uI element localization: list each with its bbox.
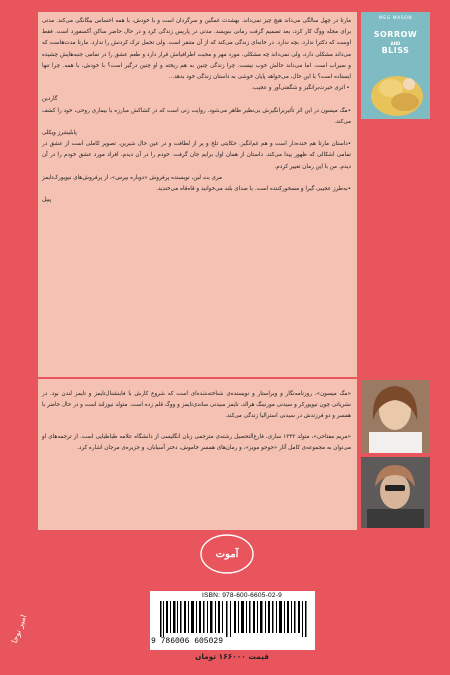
cover-illustration xyxy=(367,58,425,118)
bio-text-panel xyxy=(38,379,357,530)
bullet-icon: • xyxy=(346,85,350,92)
review-source-2: پابلیشرز ویکلی xyxy=(42,130,77,137)
review-source-4: پیپل xyxy=(42,197,52,204)
cover-title-line-3: BLISS xyxy=(381,46,410,55)
cover-title-line-2: AND xyxy=(390,41,401,46)
price-label: قیمت ۱۶۶۰۰۰ تومان xyxy=(195,652,269,661)
cover-title-line-1: SORROW xyxy=(373,30,418,39)
author-bio: «مگ میسون»، روزنامه‌نگار و ویراستار و نویسنده‌ی شناخته‌شده‌ای است که شروع کارش با فاینشنال‌تایمز و تایمز لندن بود. در نشریاتی چون نیویورکر و سیدنی مورنینگ هرالد، تایمز سیدنی ساندی‌تایمز و ووگ قلم زده است. متولد نیوزلند است و در حال حاضر با همسر و دو فرزندش در سیدنی استرالیا زندگی می‌کند. xyxy=(42,390,351,419)
book-blurb: مارتا در چهل سالگی می‌داند هیچ چیز نمی‌داند. بهشدت غمگین و سرگردان است و با خودش، با همه احساس بیگانگی می‌کند. مدتی برای مجله ووگ کار کرد، بعد تصمیم گرفت رمانی بنویسد. مدتی در پاریس زندگی کرد و در حال حاضر ساکن آکسفورد است. فقط اوست که دکترا ندارد. بچه ندارد. در خانه‌ای زندگی می‌کند که از آن متنفر است. ولی تحمل ترک کردنش را ندارد. مارتا مدت‌هاست که می‌داند مشکلی دارد، ولی نمی‌داند چه مشکلی. مورد مهر و محبت اطرافیانش قرار دارد و طعم عشق را در تمامی جنبه‌هایش چشیده و سیراب است. اما می‌داند حالش خوب نیست. چرا زندگی چنین به هم ریخته و او چنین درگیر است؟ با خودش، با همه. چرا تنها ایستاده است؟ با این حال، می‌خواهد پایان خوشی به داستان زندگی خود بدهد... xyxy=(42,18,351,81)
translator-photo xyxy=(361,457,430,528)
author-photo xyxy=(361,380,430,453)
cover-author: MEG MASON xyxy=(378,16,413,21)
review-source-1: گاردین xyxy=(42,96,58,103)
review-quote-1: •اثری حیرت‌برانگیز و شگفتی‌آور و عجیب. xyxy=(42,83,351,94)
review-quote-2: •مگ میسون در این اثر تأثیربرانگیزش بی‌نظیر ظاهر می‌شود. روایت زنی است که در کشاکش مبارزه با بیماری روحی، خود را کشف می‌کند. xyxy=(42,107,351,125)
review-quote-4: •به‌طرز عجیبی گیرا و مسحورکننده است. با صدای بلند می‌خوانید و قاه‌قاه می‌خندید. xyxy=(156,186,351,193)
review-quote-3: •داستان مارتا هم خنده‌دار است و هم غم‌انگیز. حکایتی تلخ و پر از لطافت و در عین حال شیرین. تصویر کاملی است از عشق در تمامی اشکالی که ظهور پیدا می‌کند. داستان از همان اول برایم جان گرفت. خودم را در آن دیدم، افراد مورد عشق خودم را در آن دیدم. من با این رمان تغییر کردم. xyxy=(42,141,351,170)
back-cover-text-panel xyxy=(38,12,357,377)
barcode-digits: 9 786006 605029 xyxy=(151,637,224,646)
bullet-icon: • xyxy=(347,186,351,193)
bullet-icon: • xyxy=(347,107,351,114)
review-source-3: مری بث لین، نویسنده پرفروش «دوباره بپرس»، از پرفروش‌های نیویورک‌تایمز xyxy=(42,174,222,181)
barcode-bars xyxy=(158,601,310,637)
spine-signature: امیر نوحا xyxy=(9,613,29,645)
front-cover-thumbnail xyxy=(361,12,430,119)
publisher-logo: آموت xyxy=(200,533,254,575)
isbn-text: ISBN: 978-600-6605-02-9 xyxy=(201,592,283,599)
bullet-icon: • xyxy=(347,141,351,148)
translator-bio: «مریم مفتاحی»، متولد ۱۳۴۳ ساری، فارغ‌التحصیل رشته‌ی مترجمی زبان انگلیسی از دانشگاه علامه طباطبایی است. از ترجمه‌های او می‌توان به مجموعه‌ی کامل آثار «جوجو مویز»، و رمان‌های همسر خاموش، دختر آسیابان، و جزیره‌ی مرجان اشاره کرد. xyxy=(42,434,352,452)
barcode xyxy=(150,591,315,650)
